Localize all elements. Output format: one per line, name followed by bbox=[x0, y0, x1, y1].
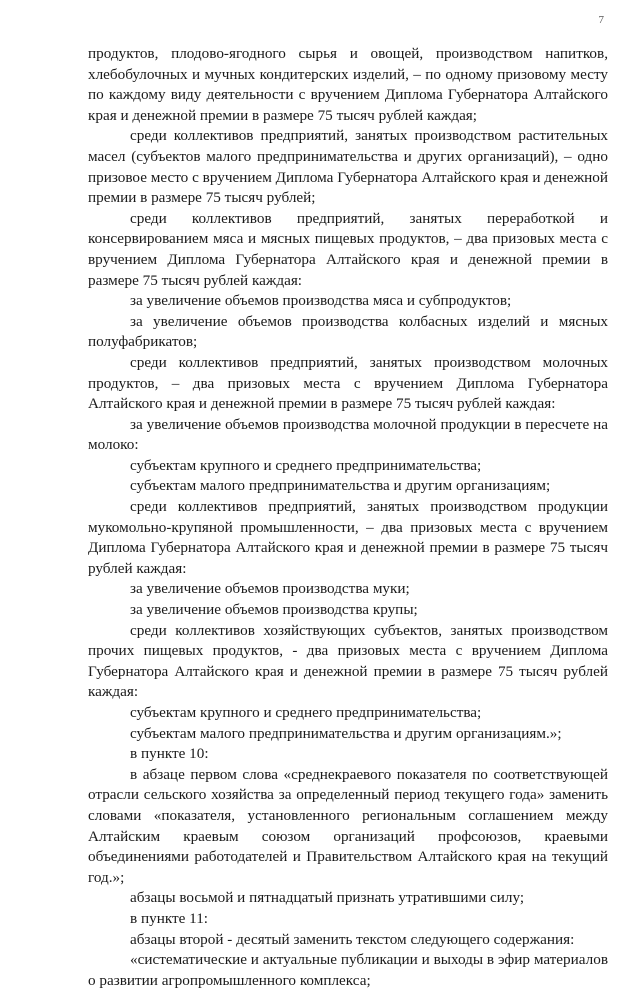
page-number: 7 bbox=[598, 14, 604, 26]
paragraph: субъектам крупного и среднего предпринимательства; bbox=[130, 456, 482, 474]
paragraph: среди коллективов хозяйствующих субъектов, занятых производством прочих пищевых продуктов, - два призовых места с вручением Диплома Губернатора Алтайского края и денежной премии в размере 75 тысяч рублей каждая: bbox=[88, 621, 608, 701]
paragraph: среди коллективов предприятий, занятых производством продукции мукомольно-крупяной промышленности, – два призовых места с вручением Диплома Губернатора Алтайского края и денежной премии в размере 75 тысяч рублей каждая: bbox=[88, 498, 608, 577]
paragraph: за увеличение объемов производства мяса и субпродуктов; bbox=[130, 292, 512, 310]
document-body bbox=[88, 44, 608, 991]
paragraph: субъектам малого предпринимательства и другим организациям.»; bbox=[130, 724, 562, 742]
paragraph: в пункте 11: bbox=[130, 909, 209, 927]
paragraph: в абзаце первом слова «среднекраевого показателя по соответствующей отрасли сельского хозяйства за определенный период текущего года» заменить словами «показателя, установленного региональным соглашением между Алтайским краевым союзом организаций профсоюзов, краевыми объединениями работодателей и Правительством Алтайского края на текущий год.»; bbox=[88, 765, 608, 886]
paragraph: «систематические и актуальные публикации и выходы в эфир материалов о развитии агропромышленного комплекса; bbox=[88, 951, 608, 989]
paragraph: за увеличение объемов производства колбасных изделий и мясных полуфабрикатов; bbox=[88, 312, 608, 351]
paragraph: за увеличение объемов производства муки; bbox=[130, 580, 410, 598]
paragraph: за увеличение объемов производства молочной продукции в пересчете на молоко: bbox=[88, 415, 608, 454]
paragraph: субъектам крупного и среднего предпринимательства; bbox=[130, 704, 482, 721]
paragraph: среди коллективов предприятий, занятых производством молочных продуктов, – два призовых места с вручением Диплома Губернатора Алтайского края и денежной премии в размере 75 тысяч рублей каждая: bbox=[88, 353, 608, 413]
paragraph: за увеличение объемов производства крупы; bbox=[130, 601, 418, 619]
paragraph: среди коллективов предприятий, занятых переработкой и консервированием мяса и мясных пищевых продуктов, – два призовых места с вручением Диплома Губернатора Алтайского края и денежной премии в размере 75 тысяч рублей каждая: bbox=[88, 209, 608, 289]
paragraph: абзацы второй - десятый заменить текстом следующего содержания: bbox=[130, 930, 575, 948]
paragraph: субъектам малого предпринимательства и другим организациям; bbox=[130, 477, 551, 495]
paragraph: продуктов, плодово-ягодного сырья и овощей, производством напитков, хлебобулочных и мучных кондитерских изделий, – по одному призовому месту по каждому виду деятельности с вручением Диплома Губернатора Алтайского края и денежной премии в размере 75 тысяч рублей каждая; bbox=[88, 45, 608, 124]
paragraph: среди коллективов предприятий, занятых производством растительных масел (субъектов малого предпринимательства и других организаций), – одно призовое место с вручением Диплома Губернатора Алтайского края и денежной премии в размере 75 тысяч рублей; bbox=[88, 127, 608, 207]
paragraph: в пункте 10: bbox=[130, 745, 209, 763]
paragraph: абзацы восьмой и пятнадцатый признать утратившими силу; bbox=[130, 889, 525, 907]
